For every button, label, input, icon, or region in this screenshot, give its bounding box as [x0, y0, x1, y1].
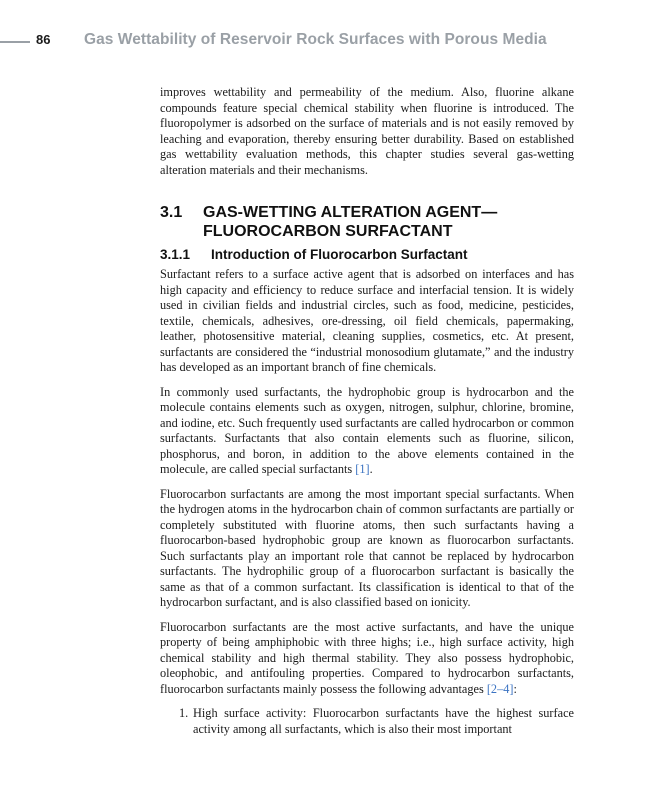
paragraph-advantages — [160, 620, 574, 698]
citation-link[interactable]: [2–4] — [486, 681, 514, 696]
section-number: 3.1 — [160, 204, 183, 221]
subsection-title: Introduction of Fluorocarbon Surfactant — [211, 247, 468, 262]
running-title: Gas Wettability of Reservoir Rock Surfaces with Porous Media — [84, 31, 547, 48]
punctuation: : — [513, 681, 517, 696]
subsection-number: 3.1.1 — [160, 247, 191, 262]
paragraph-fluorocarbon-surfactants: Fluorocarbon surfactants are among the most important special surfactants. When the hydrogen atoms in the hydrocarbon chain of common surfactants are partially or completely substituted with fluorine atoms, then such surfactants having a fluorocarbon-based hydrophobic group are known as fluorocarbon surfactants. Such surfactants play an important role that cannot be replaced by hydrocarbon surfactants. The hydrophilic group of a fluorocarbon surfactant is basically the same as that of a common surfactant. Its classification is identical to that of the hydrocarbon surfactant, and is also classified based on ionicity. — [160, 486, 574, 609]
paragraph-text: In commonly used surfactants, the hydrophobic group is hydrocarbon and the molecule contains elements such as oxygen, nitrogen, sulphur, chlorine, bromine, and iodine, etc. Such frequently used surfactants are called hydrocarbon or common surfactants. Surfactants that also contain elements such as fluorine, silicon, phosphorus, and boron, in addition to the above elements contained in the molecule, are called special surfactants — [160, 384, 574, 476]
section-heading — [160, 203, 574, 241]
page-content — [160, 85, 574, 737]
intro-paragraph: improves wettability and permeability of the medium. Also, fluorine alkane compounds feature special chemical stability when fluorine is introduced. The fluoropolymer is adsorbed on the surface of materials and is not easily removed by leaching and evaporation, thereby ensuring better durability. Based on established gas wettability evaluation methods, this chapter studies several gas-wetting alteration materials and their mechanisms. — [160, 85, 574, 177]
header-rule — [0, 41, 30, 43]
section-title: GAS-WETTING ALTERATION AGENT—FLUOROCARBON SURFACTANT — [203, 204, 498, 240]
running-head — [0, 30, 648, 54]
citation-link[interactable]: [1] — [355, 462, 370, 476]
list-item-text: High surface activity: Fluorocarbon surfactants have the highest surface activity among all surfactants, which is also their most important — [193, 706, 574, 736]
paragraph-text: Fluorocarbon surfactants are the most active surfactants, and have the unique property of being amphiphobic with three highs; i.e., high surface activity, high chemical stability and high thermal stability. They also possess hydrophobic, oleophobic, and antifouling properties. Compared to hydrocarbon surfactants, fluorocarbon surfactants mainly possess the following advantages — [160, 619, 574, 696]
punctuation: . — [369, 462, 373, 476]
page-number: 86 — [36, 32, 51, 47]
list-marker: 1. — [179, 706, 189, 720]
list-item — [179, 706, 574, 737]
paragraph-surfactant-definition: Surfactant refers to a surface active agent that is adsorbed on interfaces and has high capacity and efficiency to reduce surface and interfacial tension. It is widely used in civilian fields and industrial circles, such as food, medicine, pesticides, textile, chemicals, adhesives, ore-dressing, oil field chemicals, papermaking, leather, photosensitive material, cleaning supplies, cosmetics, etc. At present, surfactants are considered the “industrial monosodium glutamate,” and the industry has developed as an important branch of fine chemicals. — [160, 267, 574, 374]
subsection-heading — [160, 246, 574, 263]
advantages-list — [160, 706, 574, 737]
paragraph-common-surfactants — [160, 385, 574, 478]
